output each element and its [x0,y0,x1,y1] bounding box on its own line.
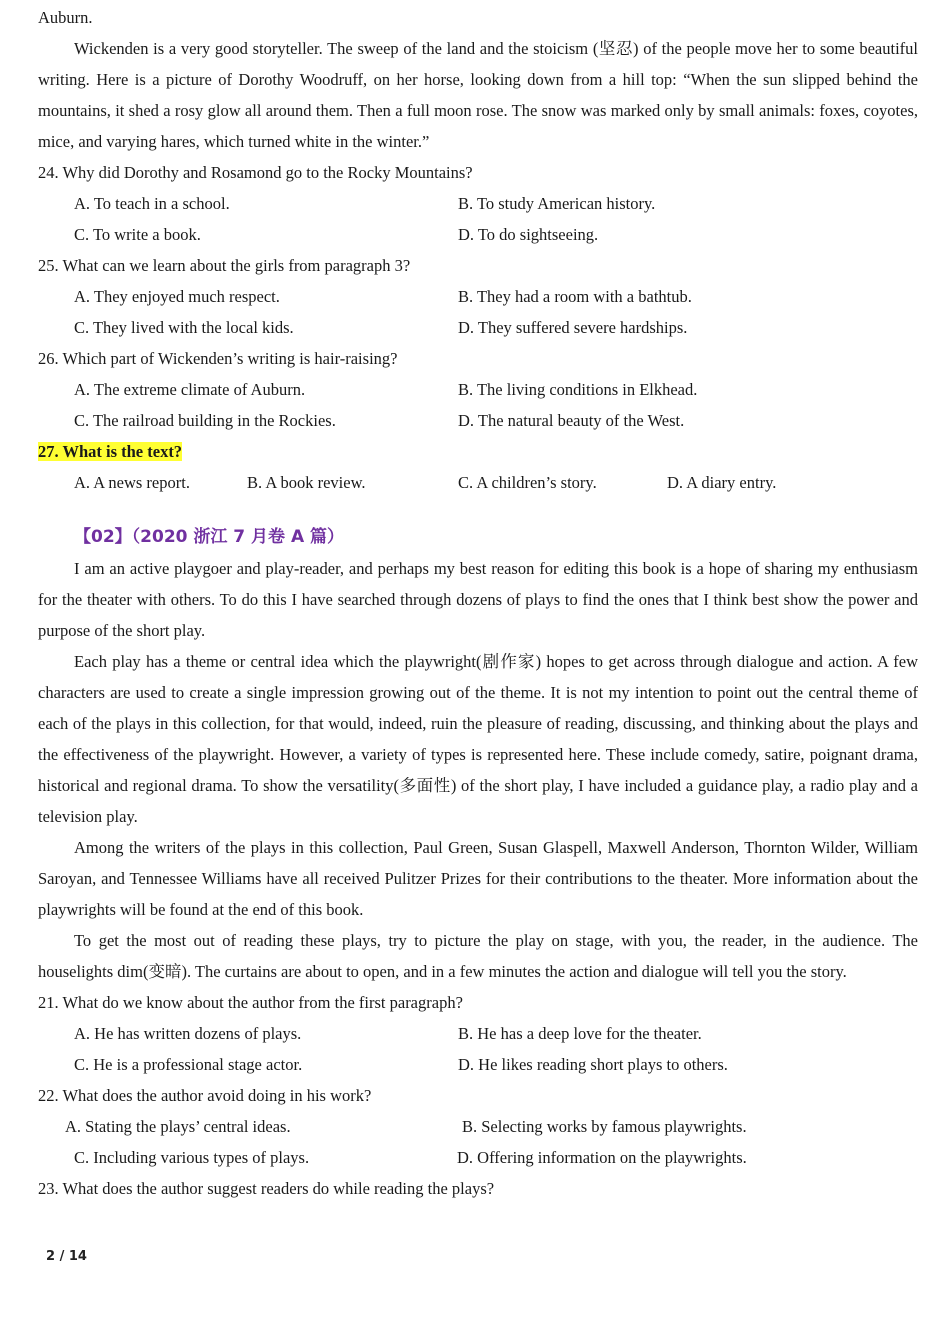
question-stem: 24. Why did Dorothy and Rosamond go to the Rocky Mountains? [38,163,473,182]
answer-option: B. They had a room with a bathtub. [458,287,692,306]
answer-options [38,374,918,436]
question-stem: 23. What does the author suggest readers do while reading the plays? [38,1179,495,1198]
passage-paragraph: Each play has a theme or central idea which the playwright(剧作家) hopes to get across through dialogue and action. A few characters are used to create a single impression growing out of the theme. It is not my intention to point out the central theme of each of the plays in this collection, for that would, indeed, ruin the pleasure of reading, discussing, and thinking about the plays and the effectiveness of the playwright. However, a variety of types is represented here. These include comedy, satire, poignant drama, historical and regional drama. To show the versatility(多面性) of the short play, I have included a guidance play, a radio play and a television play. [38,652,918,826]
passage-paragraph: Among the writers of the plays in this collection, Paul Green, Susan Glaspell, Maxwell Anderson, Thornton Wilder, William Saroyan, and Tennessee Williams have all received Pulitzer Prizes for their contributions to the theater. More information about the playwrights will be found at the end of this book. [38,838,918,919]
question-block [38,436,918,498]
question-stem: 25. What can we learn about the girls from paragraph 3? [38,256,411,275]
answer-options [38,1111,918,1173]
answer-option: A. He has written dozens of plays. [74,1024,302,1043]
answer-option: B. The living conditions in Elkhead. [458,380,698,399]
question-stem: 22. What does the author avoid doing in his work? [38,1086,372,1105]
answer-options [38,1018,918,1080]
question-block [38,250,918,343]
answer-option: C. Including various types of plays. [74,1148,310,1167]
section-title: 【02】（2020 浙江 7 月卷 A 篇） [74,527,345,547]
answer-option: C. He is a professional stage actor. [74,1055,303,1074]
document-page [38,2,918,1204]
answer-option: A. Stating the plays’ central ideas. [65,1117,291,1136]
answer-option: C. The railroad building in the Rockies. [74,411,336,430]
answer-option: B. Selecting works by famous playwrights. [462,1117,747,1136]
question-block [38,1080,918,1173]
answer-option: A. The extreme climate of Auburn. [74,380,306,399]
page-number: 2 / 14 [46,1249,87,1264]
passage-fragment: Auburn. [38,8,93,27]
answer-option: B. To study American history. [458,194,656,213]
question-block [38,343,918,436]
answer-option: C. To write a book. [74,225,201,244]
answer-option: B. He has a deep love for the theater. [458,1024,702,1043]
answer-option: C. They lived with the local kids. [74,318,294,337]
answer-option: D. They suffered severe hardships. [458,318,688,337]
answer-option: A. To teach in a school. [74,194,230,213]
answer-option: B. A book review. [247,473,366,492]
answer-option: C. A children’s story. [458,473,597,492]
highlighted-question-stem: 27. What is the text? [38,442,183,461]
answer-option: D. Offering information on the playwrights. [457,1148,747,1167]
answer-option: A. They enjoyed much respect. [74,287,280,306]
answer-option: D. To do sightseeing. [458,225,599,244]
question-block [38,157,918,250]
question-stem: 21. What do we know about the author from the first paragraph? [38,993,463,1012]
answer-options [38,281,918,343]
answer-options [38,467,918,498]
passage-paragraph: I am an active playgoer and play-reader, and perhaps my best reason for editing this book is a hope of sharing my enthusiasm for the theater with others. To do this I have searched through dozens of plays to find the ones that I think best show the power and purpose of the short play. [38,559,918,640]
passage-paragraph: Wickenden is a very good storyteller. The sweep of the land and the stoicism (坚忍) of the people move her to some beautiful writing. Here is a picture of Dorothy Woodruff, on her horse, looking down from a hill top: “When the sun slipped behind the mountains, it shed a rosy glow all around them. Then a full moon rose. The snow was marked only by small animals: foxes, coyotes, mice, and varying hares, which turned white in the winter.” [38,39,918,151]
passage-paragraph: To get the most out of reading these plays, try to picture the play on stage, with you, the reader, in the audience. The houselights dim(变暗). The curtains are about to open, and in a few minutes the action and dialogue will tell you the story. [38,931,918,981]
answer-option: D. He likes reading short plays to others. [458,1055,728,1074]
answer-option: A. A news report. [74,473,190,492]
answer-option: D. A diary entry. [667,473,777,492]
question-stem: 26. Which part of Wickenden’s writing is hair-raising? [38,349,398,368]
answer-option: D. The natural beauty of the West. [458,411,685,430]
answer-options [38,188,918,250]
question-block [38,987,918,1080]
